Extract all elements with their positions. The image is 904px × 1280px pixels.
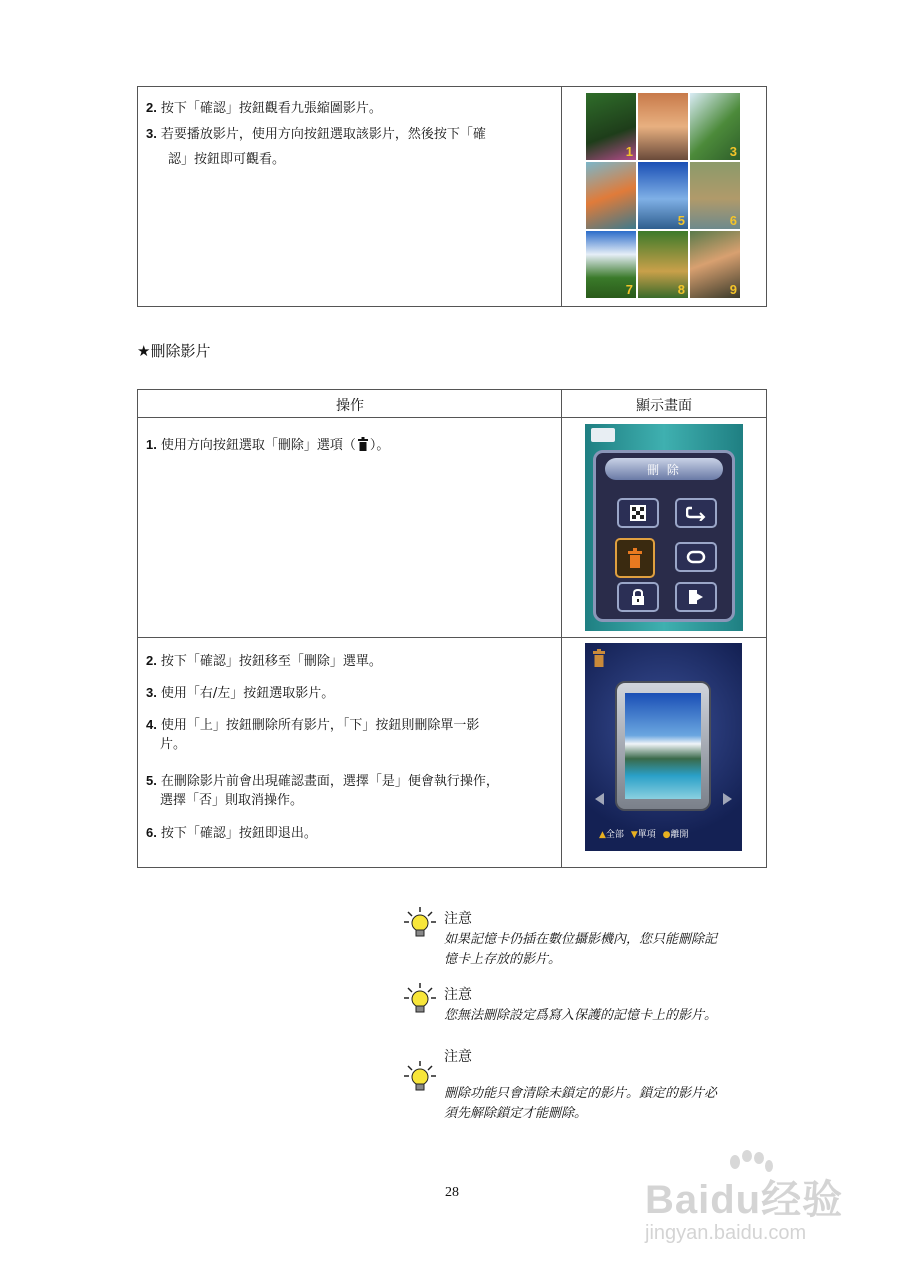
thumbnail-4 — [586, 162, 636, 229]
note-2-body: 您無法刪除設定爲寫入保護的記憶卡上的影片。 — [444, 1008, 718, 1023]
note-2-title: 注意 — [444, 987, 472, 1003]
thumbnail-8: 8 — [638, 231, 688, 298]
thumbnail-screen-cell — [562, 87, 766, 306]
watermark-url: jingyan.baidu.com — [645, 1222, 807, 1244]
option-all: 全部 — [605, 830, 624, 840]
delete-section-title: ★刪除影片 — [137, 342, 211, 360]
step-6-delete: 6. 按下「確認」按鈕即退出。 — [146, 825, 317, 841]
header-divider — [138, 417, 766, 418]
menu-delete-button-selected — [615, 538, 655, 578]
lightbulb-icon — [403, 906, 437, 940]
option-single: 單項 — [637, 830, 656, 840]
note-1-title: 注意 — [444, 911, 472, 927]
header-operation: 操作 — [336, 398, 364, 414]
step-2-delete: 2. 按下「確認」按鈕移至「刪除」選單。 — [146, 653, 382, 669]
menu-thumbnail-button — [617, 498, 659, 528]
note-3-title: 注意 — [444, 1049, 472, 1065]
step-4-delete: 4. 使用「上」按鈕刪除所有影片，「下」按鈕則刪除單一影 — [146, 717, 480, 733]
thumbnail-9: 9 — [690, 231, 740, 298]
note-3-body: 刪除功能只會清除未鎖定的影片。鎖定的影片必 須先解除鎖定才能刪除。 — [444, 1086, 718, 1121]
delete-table — [137, 389, 767, 868]
thumbnail-7: 7 — [586, 231, 636, 298]
video-frame — [615, 681, 711, 811]
delete-menu-title: 刪 除 — [605, 458, 723, 480]
thumbnail-6: 6 — [690, 162, 740, 229]
step-3: 3. 若要播放影片，使用方向按鈕選取該影片，然後按下「確 — [146, 126, 486, 142]
baidu-watermark — [645, 1150, 865, 1260]
trash-icon — [593, 649, 605, 671]
arrow-right-icon — [723, 793, 732, 805]
down-arrow-icon: ▼ — [630, 830, 638, 840]
step-2: 2. 按下「確認」按鈕觀看九張縮圖影片。 — [146, 100, 382, 116]
option-exit: 離開 — [670, 830, 689, 840]
watermark-main: Baidu经验 — [645, 1178, 844, 1222]
note-1-body: 如果記憶卡仍插在數位攝影機內，您只能刪除記 憶卡上存放的影片。 — [444, 932, 718, 967]
step-3-delete: 3. 使用「右/左」按鈕選取影片。 — [146, 685, 335, 701]
delete-options-bar — [599, 827, 689, 840]
step-4-delete-continued: 片。 — [160, 737, 187, 752]
thumbnail-1: 1 — [586, 93, 636, 160]
up-arrow-icon: ▲ — [599, 830, 606, 840]
lightbulb-icon — [403, 982, 437, 1016]
nine-thumbnail-grid — [586, 93, 740, 298]
menu-exit-button — [675, 582, 717, 612]
row-divider — [138, 637, 766, 638]
delete-menu-screen — [585, 424, 743, 631]
page-number: 28 — [445, 1185, 459, 1200]
step-1: 1. 使用方向按鈕選取「刪除」選項（ ）。 — [146, 434, 389, 459]
step-3-continued: 認」按鈕即可觀看。 — [168, 152, 286, 167]
video-preview — [625, 693, 701, 799]
ok-dot-icon: ● — [662, 830, 671, 840]
video-mode-icon — [591, 428, 615, 442]
menu-lock-button — [617, 582, 659, 612]
arrow-left-icon — [595, 793, 604, 805]
thumbnail-instructions-cell — [138, 87, 562, 306]
lightbulb-icon — [403, 1060, 437, 1094]
thumbnail-5: 5 — [638, 162, 688, 229]
step-5-delete-continued: 選擇「否」則取消操作。 — [160, 793, 304, 808]
thumbnail-table — [137, 86, 767, 307]
thumbnail-3: 3 — [690, 93, 740, 160]
step-5-delete: 5. 在刪除影片前會出現確認畫面，選擇「是」便會執行操作， — [146, 773, 499, 789]
menu-return-button — [675, 498, 717, 528]
menu-repeat-button — [675, 542, 717, 572]
header-display: 顯示畫面 — [636, 398, 692, 414]
thumbnail-2 — [638, 93, 688, 160]
trash-icon — [358, 437, 368, 459]
delete-single-screen — [585, 643, 742, 851]
